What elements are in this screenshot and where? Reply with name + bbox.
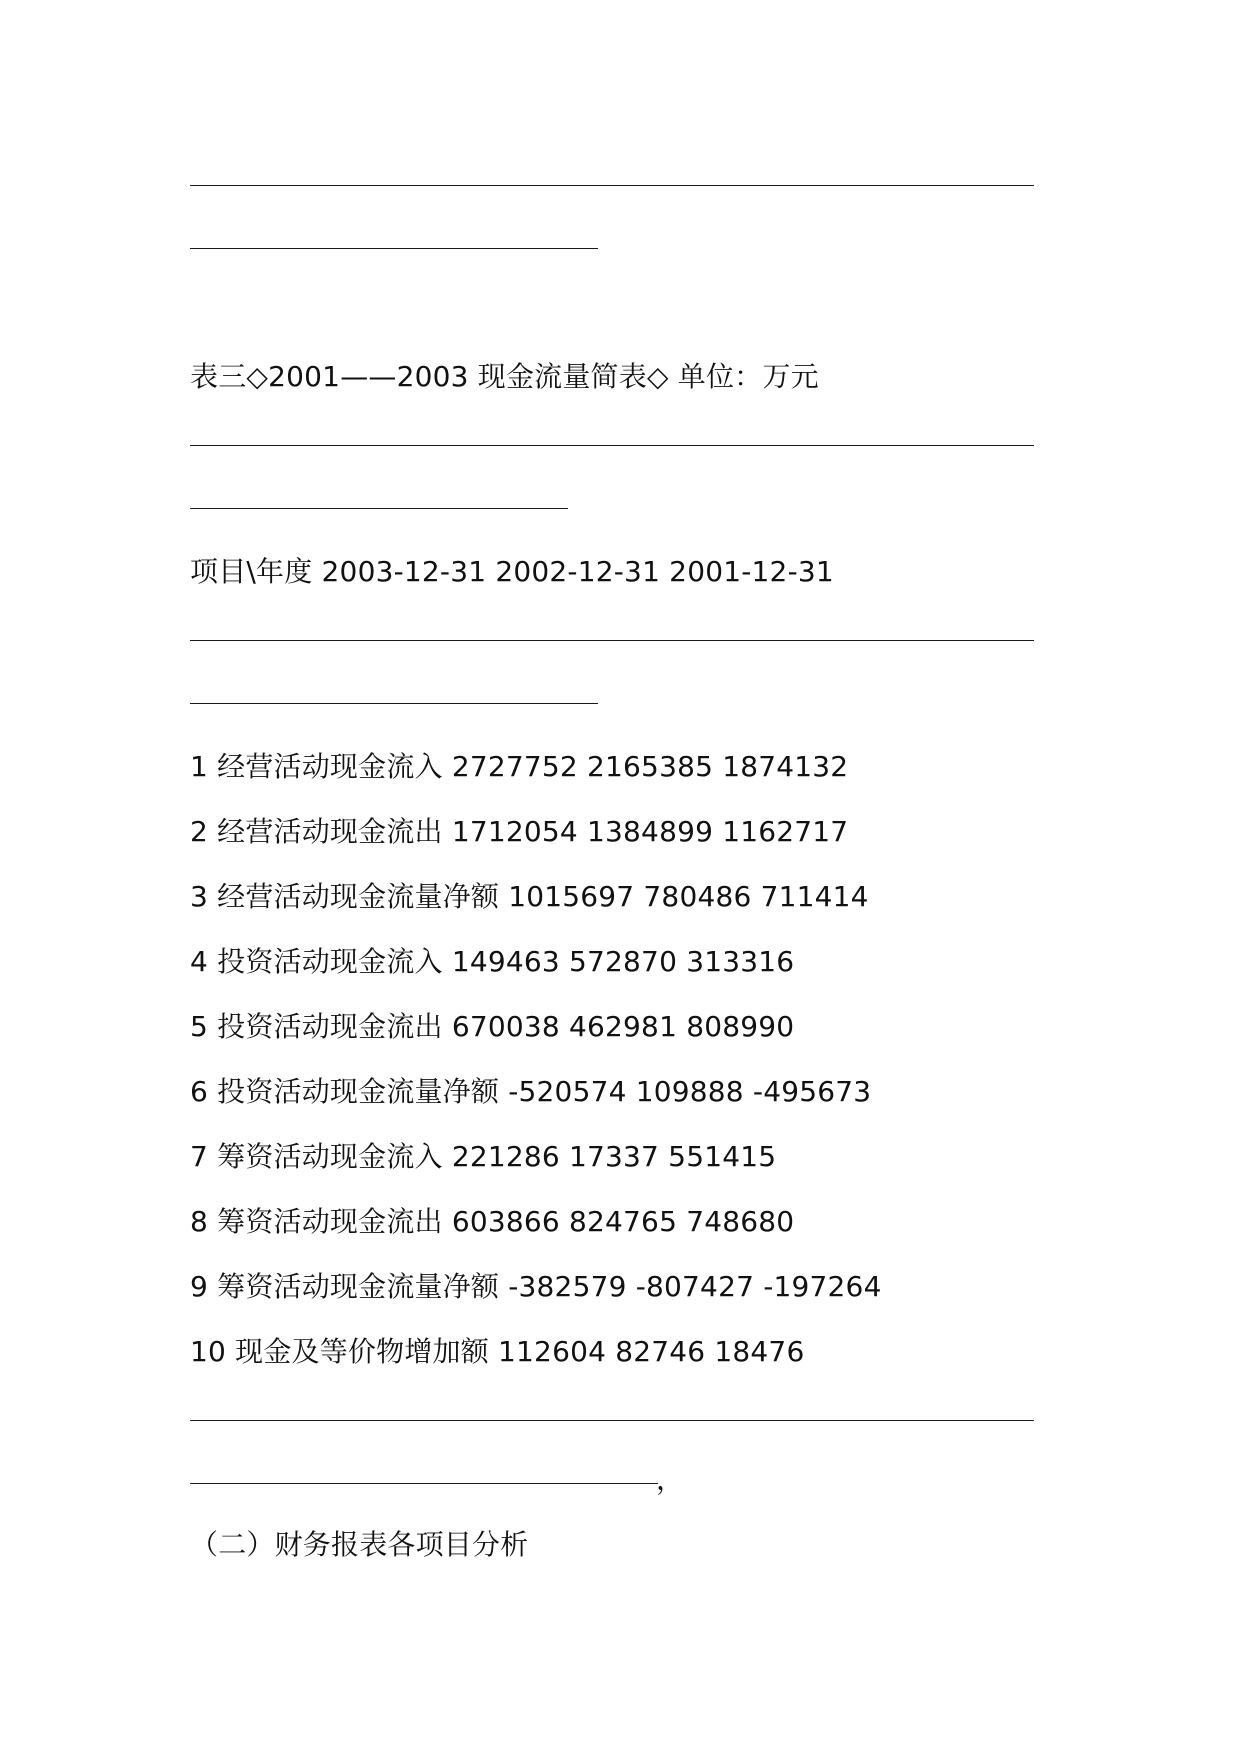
separator-line	[190, 508, 568, 509]
separator-line	[190, 445, 1034, 446]
table-row: 7 筹资活动现金流入 221286 17337 551415	[190, 1140, 777, 1173]
table-title: 表三◇2001——2003 现金流量简表◇ 单位：万元	[190, 360, 819, 393]
separator-line	[190, 703, 598, 704]
section-heading: （二）财务报表各项目分析	[190, 1528, 529, 1561]
trailing-comma: ，	[656, 1463, 685, 1496]
table-row: 5 投资活动现金流出 670038 462981 808990	[190, 1010, 795, 1043]
table-row: 3 经营活动现金流量净额 1015697 780486 711414	[190, 880, 869, 913]
separator-line	[190, 1420, 1034, 1421]
table-row: 8 筹资活动现金流出 603866 824765 748680	[190, 1205, 795, 1238]
table-row: 9 筹资活动现金流量净额 -382579 -807427 -197264	[190, 1270, 882, 1303]
table-row: 1 经营活动现金流入 2727752 2165385 1874132	[190, 750, 849, 783]
separator-line	[190, 185, 1034, 186]
separator-line	[190, 1483, 658, 1484]
table-row: 2 经营活动现金流出 1712054 1384899 1162717	[190, 815, 849, 848]
table-row: 6 投资活动现金流量净额 -520574 109888 -495673	[190, 1075, 872, 1108]
table-row: 10 现金及等价物增加额 112604 82746 18476	[190, 1335, 805, 1368]
separator-line	[190, 640, 1034, 641]
table-row: 4 投资活动现金流入 149463 572870 313316	[190, 945, 795, 978]
table-header-row: 项目\年度 2003-12-31 2002-12-31 2001-12-31	[190, 555, 834, 588]
separator-line	[190, 248, 598, 249]
